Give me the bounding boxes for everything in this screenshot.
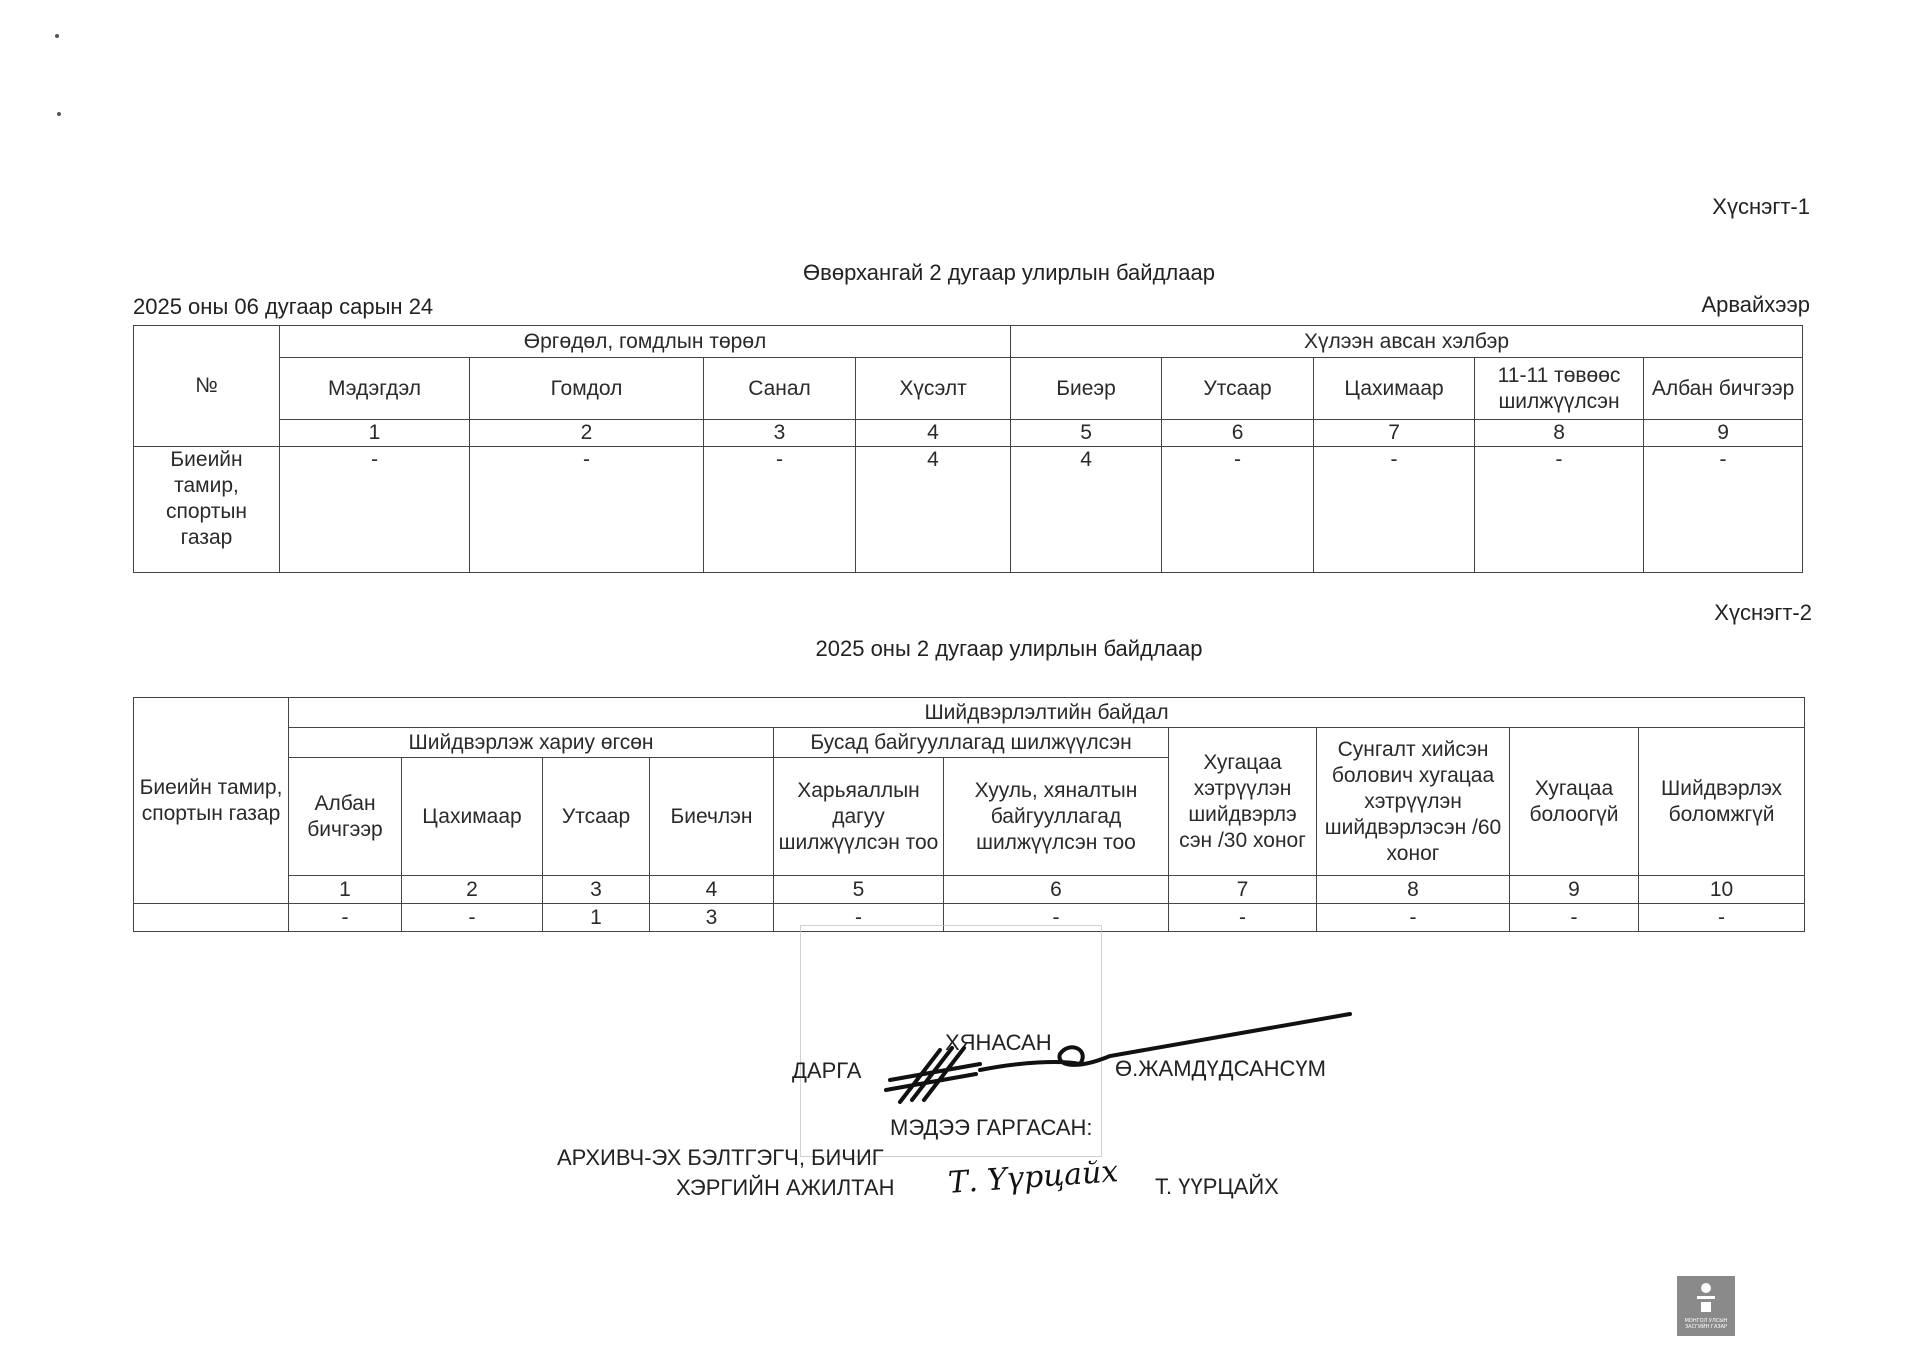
col-header: Хугацаа болоогүй — [1510, 728, 1639, 876]
reviewed-label: ХЯНАСАН — [945, 1030, 1052, 1055]
data-cell: - — [1644, 447, 1803, 573]
data-cell: - — [704, 447, 856, 573]
col-number: 4 — [856, 420, 1011, 447]
col-number: 2 — [470, 420, 704, 447]
table1-title: Өвөрхангай 2 дугаар улирлын байдлаар — [803, 260, 1215, 285]
col-number: 5 — [774, 876, 944, 904]
col-header: Сунгалт хийсэн болович хугацаа хэтрүүлэн шийдвэрлэсэн /60 хоног — [1317, 728, 1510, 876]
col-number: 3 — [704, 420, 856, 447]
data-cell: 1 — [543, 904, 650, 932]
head-signature — [880, 1010, 1360, 1110]
data-cell: 3 — [650, 904, 774, 932]
col-header: Утсаар — [543, 758, 650, 876]
data-cell: - — [1639, 904, 1805, 932]
data-cell: - — [1317, 904, 1510, 932]
col-header: Цахимаар — [402, 758, 543, 876]
group-transferred: Бусад байгууллагад шилжүүлсэн — [774, 728, 1169, 758]
table-resolutions — [133, 697, 1805, 932]
col-number: 5 — [1011, 420, 1162, 447]
row-label: Биеийн тамир, спортын газар — [134, 698, 289, 904]
scan-speck — [55, 34, 59, 38]
appendix-label-1: Хүснэгт-1 — [1712, 194, 1810, 219]
empty-cell — [134, 904, 289, 932]
data-cell: 4 — [856, 447, 1011, 573]
appendix-label-2: Хүснэгт-2 — [1714, 600, 1812, 625]
col-header: Шийдвэрлэх боломжгүй — [1639, 728, 1805, 876]
prepared-label: МЭДЭЭ ГАРГАСАН: — [890, 1115, 1093, 1140]
group-application-type: Өргөдөл, гомдлын төрөл — [280, 326, 1011, 358]
head-title: ДАРГА — [792, 1058, 862, 1083]
col-number: 6 — [944, 876, 1169, 904]
col-header: Биеэр — [1011, 358, 1162, 420]
archivist-title-line1: АРХИВЧ-ЭХ БЭЛТГЭГЧ, БИЧИГ — [557, 1145, 884, 1170]
archivist-signature: Т. Үүрцайх — [946, 1154, 1120, 1201]
col-header: Цахимаар — [1314, 358, 1475, 420]
scan-speck — [57, 112, 61, 116]
col-number: 9 — [1510, 876, 1639, 904]
col-number: 9 — [1644, 420, 1803, 447]
col-number: 1 — [289, 876, 402, 904]
group-resolution-status: Шийдвэрлэлтийн байдал — [289, 698, 1805, 728]
col-header: Гомдол — [470, 358, 704, 420]
data-cell: - — [470, 447, 704, 573]
data-cell: - — [944, 904, 1169, 932]
head-name: Ө.ЖАМДҮДСАНСҮМ — [1115, 1056, 1326, 1081]
col-header: Албан бичгээр — [289, 758, 402, 876]
table2-title: 2025 оны 2 дугаар улирлын байдлаар — [815, 636, 1203, 661]
government-logo — [1677, 1276, 1735, 1336]
archivist-name: Т. ҮҮРЦАЙХ — [1155, 1174, 1279, 1199]
col-number: 7 — [1169, 876, 1317, 904]
col-number: 8 — [1317, 876, 1510, 904]
data-cell: - — [1475, 447, 1644, 573]
col-number: 7 — [1314, 420, 1475, 447]
soyombo-icon — [1677, 1276, 1735, 1316]
col-header: Хугацаа хэтрүүлэн шийдвэрлэ сэн /30 хоног — [1169, 728, 1317, 876]
data-cell: - — [402, 904, 543, 932]
col-number: 6 — [1162, 420, 1314, 447]
data-cell: 4 — [1011, 447, 1162, 573]
col-header: Албан бичгээр — [1644, 358, 1803, 420]
data-cell: - — [289, 904, 402, 932]
col-header: Харьяаллын дагуу шилжүүлсэн тоо — [774, 758, 944, 876]
table-applications — [133, 325, 1803, 573]
data-cell: - — [280, 447, 470, 573]
col-number: 4 — [650, 876, 774, 904]
col-header: Санал — [704, 358, 856, 420]
government-logo-text: МОНГОЛ УЛСЫН ЗАСГИЙН ГАЗАР — [1684, 1318, 1728, 1330]
col-header: Утсаар — [1162, 358, 1314, 420]
data-cell: - — [1510, 904, 1639, 932]
col-number-header: № — [134, 326, 280, 447]
col-header: Хууль, хяналтын байгууллагад шилжүүлсэн тоо — [944, 758, 1169, 876]
data-cell: - — [774, 904, 944, 932]
data-cell: - — [1169, 904, 1317, 932]
group-answered: Шийдвэрлэж хариу өгсөн — [289, 728, 774, 758]
archivist-title-line2: ХЭРГИЙН АЖИЛТАН — [676, 1175, 895, 1200]
col-number: 1 — [280, 420, 470, 447]
col-number: 10 — [1639, 876, 1805, 904]
group-receipt-form: Хүлээн авсан хэлбэр — [1011, 326, 1803, 358]
col-number: 3 — [543, 876, 650, 904]
row-label: Биеийн тамир, спортын газар — [134, 447, 280, 573]
data-cell: - — [1162, 447, 1314, 573]
col-number: 2 — [402, 876, 543, 904]
document-place: Арвайхээр — [1701, 292, 1810, 317]
col-header: Хүсэлт — [856, 358, 1011, 420]
document-date: 2025 оны 06 дугаар сарын 24 — [133, 294, 434, 319]
col-header: Биечлэн — [650, 758, 774, 876]
data-cell: - — [1314, 447, 1475, 573]
col-number: 8 — [1475, 420, 1644, 447]
col-header: 11-11 төвөөс шилжүүлсэн — [1475, 358, 1644, 420]
col-header: Мэдэгдэл — [280, 358, 470, 420]
